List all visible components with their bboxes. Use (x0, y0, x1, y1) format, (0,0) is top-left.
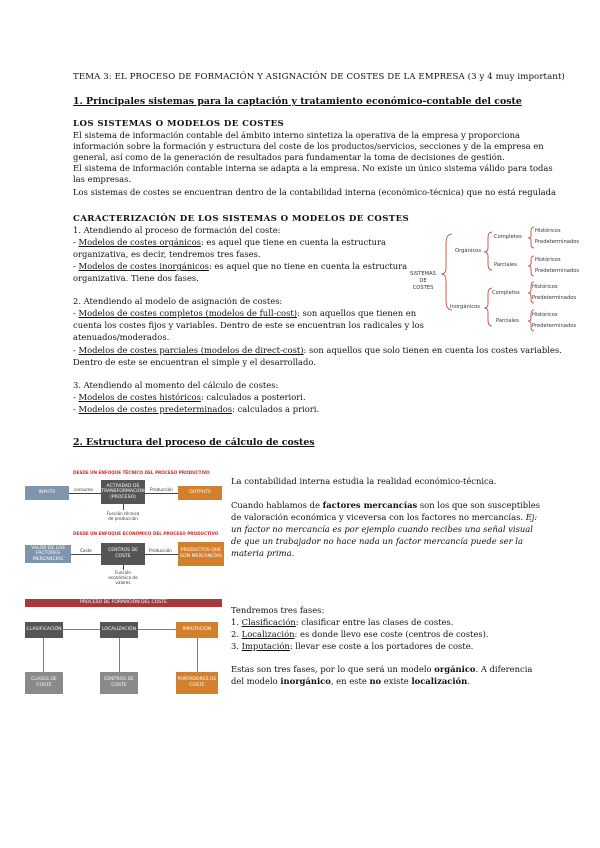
item1-a (73, 237, 386, 248)
productos-box: PRODUCTOS QUE SON MERCANCÍAS (178, 542, 224, 566)
dash: - (73, 404, 79, 414)
s2-p1: La contabilidad interna estudia la realidad económico-técnica. (231, 476, 497, 486)
tree-historicos: Históricos (532, 284, 558, 290)
tree-completos: Completos (492, 290, 520, 296)
bracket-root (441, 234, 452, 310)
item3-a (73, 392, 306, 403)
diagram1-caption: Función técnica de producción (106, 511, 140, 522)
item2-a-cont1: cuenta los costes fijos y variables. Dentro de este se encuentran los radicales y los (73, 320, 424, 330)
dash: - (73, 237, 79, 247)
centros-coste-box: CENTROS DE COSTE (100, 672, 138, 694)
term-factores-mercancias: factores mercancías (322, 500, 418, 510)
tree-parciales: Parciales (494, 262, 517, 268)
item3-b (73, 404, 319, 415)
paragraph-line: información sobre la formación y estructura del coste de los productos/servicios, secciones y de la empresa en (73, 141, 544, 151)
tree-predeterminados: Predeterminados (532, 323, 577, 329)
term-completos: Modelos de costes completos (modelos de full-cost) (78, 308, 298, 318)
text: . (467, 676, 470, 686)
item2-a-cont2: atenuados/moderados. (73, 332, 170, 342)
phases-intro: Tendremos tres fases: (231, 605, 325, 615)
tree-historicos: Históricos (535, 257, 561, 263)
dash: - (73, 345, 79, 355)
caracterizacion-heading: CARACTERIZACIÓN DE LOS SISTEMAS O MODELOS DE COSTES (73, 214, 410, 224)
section2-heading: 2. Estructura del proceso de cálculo de costes (73, 437, 315, 448)
phase-2 (231, 629, 489, 640)
text: 1. (231, 617, 242, 627)
item1-b-cont: organizativa. Tiene dos fases. (73, 273, 199, 283)
text: : llevar ese coste a los portadores de coste. (289, 641, 474, 651)
item1-intro: 1. Atendiendo al proceso de formación del coste: (73, 225, 281, 235)
bracket-organicos (484, 232, 492, 270)
s2-p2-line2 (231, 512, 537, 523)
s2-p2-line5: materia prima. (231, 548, 295, 558)
text: de valoración económica y viceversa con los factores no mercancías. (231, 512, 526, 522)
dash: - (73, 392, 79, 402)
page-title: TEMA 3: EL PROCESO DE FORMACIÓN Y ASIGNACIÓN DE COSTES DE LA EMPRESA (3 y 4 muy important) (73, 72, 565, 82)
text: . A diferencia (475, 664, 533, 674)
definition: : calculados a priori. (232, 404, 320, 414)
tree-predeterminados: Predeterminados (535, 239, 580, 245)
connector-line (197, 638, 198, 672)
tree-historicos: Históricos (535, 228, 561, 234)
clasificacion-box: CLASIFICACIÓN (25, 622, 63, 638)
connector-line (145, 493, 178, 494)
text: son los que son susceptibles (417, 500, 541, 510)
tree-root-line: SISTEMAS (410, 271, 436, 277)
term-inorganicos: Modelos de costes inorgánicos (78, 261, 209, 271)
coste-label: Coste (80, 548, 92, 553)
definition: : calculados a posteriori. (200, 392, 306, 402)
term-localizacion: localización (411, 676, 468, 686)
s2-p4-line2 (231, 676, 470, 687)
dash: - (73, 308, 79, 318)
term-organicos: Modelos de costes orgánicos (78, 237, 201, 247)
definition: : son aquellos que solo tienen en cuenta los costes variables. (303, 345, 562, 355)
text: : clasificar entre las clases de costes. (295, 617, 454, 627)
tree-organicos: Orgánicos (455, 248, 482, 254)
factores-box: VALOR DE LOS FACTORES MERCANCÍAS (25, 545, 71, 563)
bracket-inorganicos (484, 288, 492, 326)
paragraph-line: El sistema de información contable del ámbito interno sintetiza la operativa de la empresa y proporciona (73, 130, 521, 140)
item2-intro: 2. Atendiendo al modelo de asignación de costes: (73, 296, 283, 306)
connector-line (138, 629, 176, 630)
s2-p2-line3: un factor no mercancía es por ejemplo cuando recibes una señal visual (231, 524, 533, 534)
paragraph-line: El sistema de información contable interna se adapta a la empresa. No existe un único sistema válido para todas (73, 163, 553, 173)
term-parciales: Modelos de costes parciales (modelos de direct-cost) (78, 345, 304, 355)
tree-historicos: Históricos (532, 312, 558, 318)
connector-line (119, 638, 120, 672)
bracket-parciales-org (528, 256, 534, 276)
paragraph-line: las empresas. (73, 174, 132, 184)
diagram2-title: DESDE UN ENFOQUE ECONÓMICO DEL PROCESO PRODUCTIVO (73, 531, 219, 536)
term-inorganico: inorgánico (280, 676, 331, 686)
connector-line (123, 504, 124, 510)
definition: : son aquellos que tienen en (297, 308, 417, 318)
connector-line (43, 638, 44, 672)
item2-a (73, 308, 416, 319)
tree-root-line: DE (419, 278, 427, 284)
s2-p4-line1 (231, 664, 532, 675)
bracket-completos-org (528, 227, 534, 248)
term-organico: orgánico (434, 664, 476, 674)
text: existe (381, 676, 412, 686)
paragraph-line: general, así como de la generación de resultados para fundamentar la toma de decisiones de gestión. (73, 152, 505, 162)
dash: - (73, 261, 79, 271)
term-predeterminados: Modelos de costes predeterminados (78, 404, 233, 414)
text: 3. (231, 641, 242, 651)
outputs-box: OUTPUTS (178, 486, 222, 500)
produccion-label: Producción (150, 487, 173, 492)
s2-p2-line4: de que un trabajador no hace nada un factor mercancía puede ser la (231, 536, 523, 546)
connector-line (145, 554, 178, 555)
text: : es donde llevo ese coste (centros de costes). (294, 629, 489, 639)
item3-intro: 3. Atendiendo al momento del cálculo de costes: (73, 380, 279, 390)
text: Ej: (525, 512, 538, 522)
clases-coste-box: CLASES DE COSTE (25, 672, 63, 694)
s2-p2-line1 (231, 500, 540, 511)
text: Estas son tres fases, por lo que será un modelo (231, 664, 435, 674)
item1-b (73, 261, 407, 272)
text: , en este (330, 676, 370, 686)
connector-line (69, 493, 101, 494)
term-imputacion: Imputación (241, 641, 290, 651)
phase-3 (231, 641, 473, 652)
process-box: ACTIVIDAD DE TRANSFORMACIÓN (PROCESO) (101, 480, 145, 504)
tree-completos: Completos (494, 234, 522, 240)
term-clasificacion: Clasificación (241, 617, 296, 627)
text: 2. (231, 629, 242, 639)
consumo-label: consumo (74, 487, 93, 492)
phase-1 (231, 617, 453, 628)
term-localizacion: Localización (241, 629, 295, 639)
definition: : es aquel que no tiene en cuenta la estructura (208, 261, 408, 271)
section1-heading: 1. Principales sistemas para la captación y tratamiento económico-contable del coste (73, 96, 522, 107)
term-historicos: Modelos de costes históricos (78, 392, 201, 402)
item2-b-cont: Dentro de este se encuentran el simple y el desarrollado. (73, 357, 316, 367)
term-no: no (369, 676, 382, 686)
connector-line (63, 629, 100, 630)
tree-root-line: COSTES (412, 285, 434, 291)
tree-root-label (407, 271, 439, 292)
imputacion-box: IMPUTACIÓN (176, 622, 218, 638)
paragraph-line: Los sistemas de costes se encuentran dentro de la contabilidad interna (económico-técnica) que no está regulada (73, 187, 557, 197)
diagram1-title: DESDE UN ENFOQUE TÉCNICO DEL PROCESO PRODUCTIVO (73, 470, 210, 475)
tree-parciales: Parciales (496, 318, 519, 324)
portadores-coste-box: PORTADORES DE COSTE (176, 672, 218, 694)
section1-subheading: LOS SISTEMAS O MODELOS DE COSTES (73, 119, 285, 129)
connector-line (71, 554, 101, 555)
diagram2-caption: Función económica de valores (108, 570, 138, 586)
item1-a-cont: organizativa, es decir, tendremos tres fases. (73, 249, 261, 259)
formacion-banner: PROCESO DE FORMACIÓN DEL COSTE (25, 599, 222, 607)
produccion-label: Producción (149, 548, 172, 553)
tree-inorganicos: Inorgánicos (450, 304, 480, 310)
item2-b (73, 345, 562, 356)
tree-predeterminados: Predeterminados (535, 268, 580, 274)
inputs-box: INPUTS (25, 486, 69, 500)
centros-box: CENTROS DE COSTE (101, 543, 145, 565)
localizacion-box: LOCALIZACIÓN (100, 622, 138, 638)
definition: : es aquel que tiene en cuenta la estructura (200, 237, 387, 247)
tree-predeterminados: Predeterminados (532, 295, 577, 301)
text: del modelo (231, 676, 281, 686)
text: Cuando hablamos de (231, 500, 323, 510)
